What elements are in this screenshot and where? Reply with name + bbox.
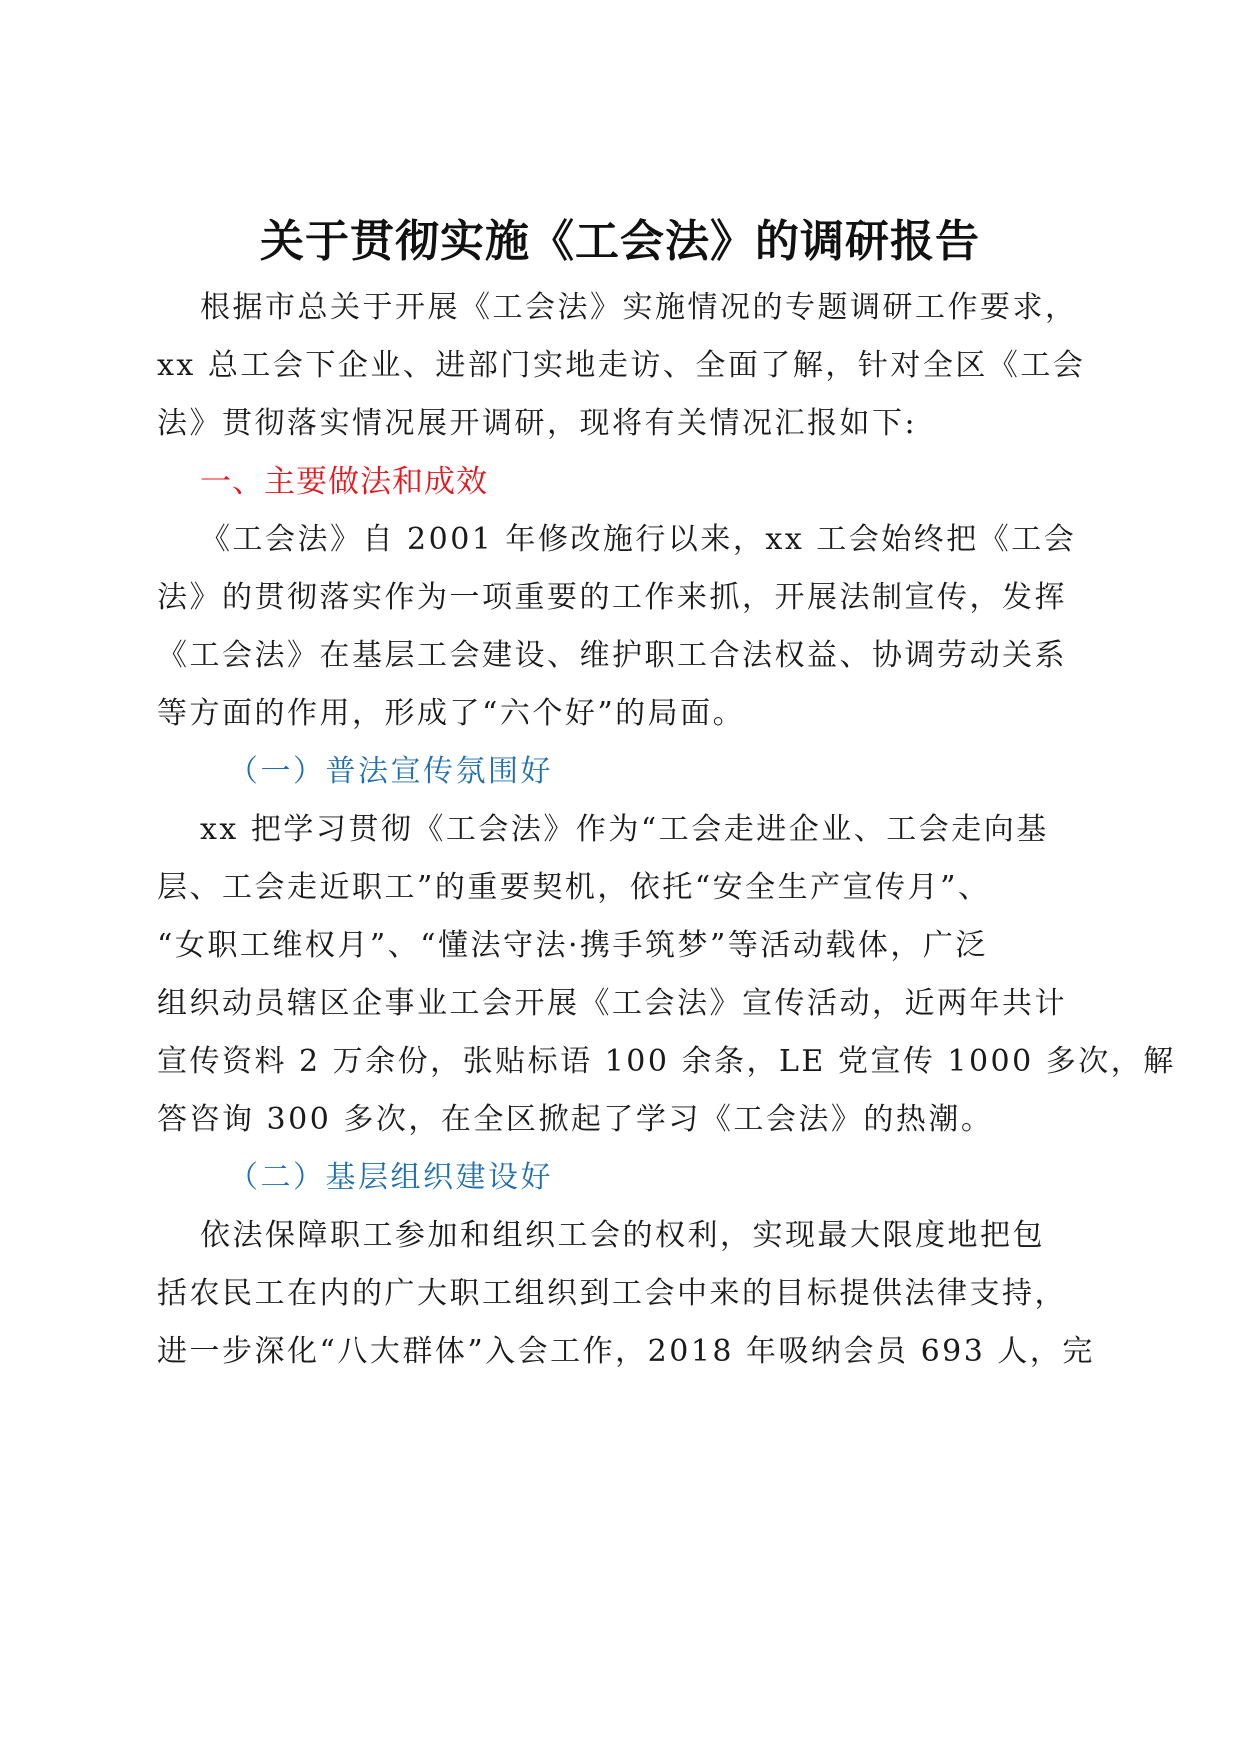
body-line: 法》的贯彻落实作为一项重要的工作来抓，开展法制宣传，发挥 <box>157 580 1067 615</box>
body-line: 层、工会走近职工”的重要契机，依托“安全生产宣传月”、 <box>157 870 991 905</box>
body-line: 《工会法》在基层工会建设、维护职工合法权益、协调劳动关系 <box>157 638 1067 673</box>
body-line: 根据市总关于开展《工会法》实施情况的专题调研工作要求， <box>200 290 1078 325</box>
body-line: 等方面的作用，形成了“六个好”的局面。 <box>157 696 746 731</box>
body-line: 宣传资料 2 万余份，张贴标语 100 余条，LE 党宣传 1000 多次，解 <box>157 1044 1176 1079</box>
body-line: 括农民工在内的广大职工组织到工会中来的目标提供法律支持， <box>157 1276 1067 1311</box>
document-title: 关于贯彻实施《工会法》的调研报告 <box>260 216 980 267</box>
section-heading: 一、主要做法和成效 <box>200 464 488 500</box>
body-line: 答咨询 300 多次，在全区掀起了学习《工会法》的热潮。 <box>157 1102 994 1137</box>
body-line: “女职工维权月”、“懂法守法·携手筑梦”等活动载体，广泛 <box>157 928 988 963</box>
body-line: 《工会法》自 2001 年修改施行以来，xx 工会始终把《工会 <box>200 522 1077 557</box>
body-line: xx 把学习贯彻《工会法》作为“工会走进企业、工会走向基 <box>200 812 1049 847</box>
subsection-heading: （一）普法宣传氛围好 <box>228 754 553 789</box>
body-line: 进一步深化“八大群体”入会工作，2018 年吸纳会员 693 人，完 <box>157 1334 1095 1369</box>
subsection-heading: （二）基层组织建设好 <box>228 1160 553 1195</box>
body-line: 法》贯彻落实情况展开调研，现将有关情况汇报如下: <box>157 406 918 441</box>
body-line: 依法保障职工参加和组织工会的权利，实现最大限度地把包 <box>200 1218 1045 1253</box>
body-line: xx 总工会下企业、进部门实地走访、全面了解，针对全区《工会 <box>157 348 1086 383</box>
body-line: 组织动员辖区企事业工会开展《工会法》宣传活动，近两年共计 <box>157 986 1067 1021</box>
